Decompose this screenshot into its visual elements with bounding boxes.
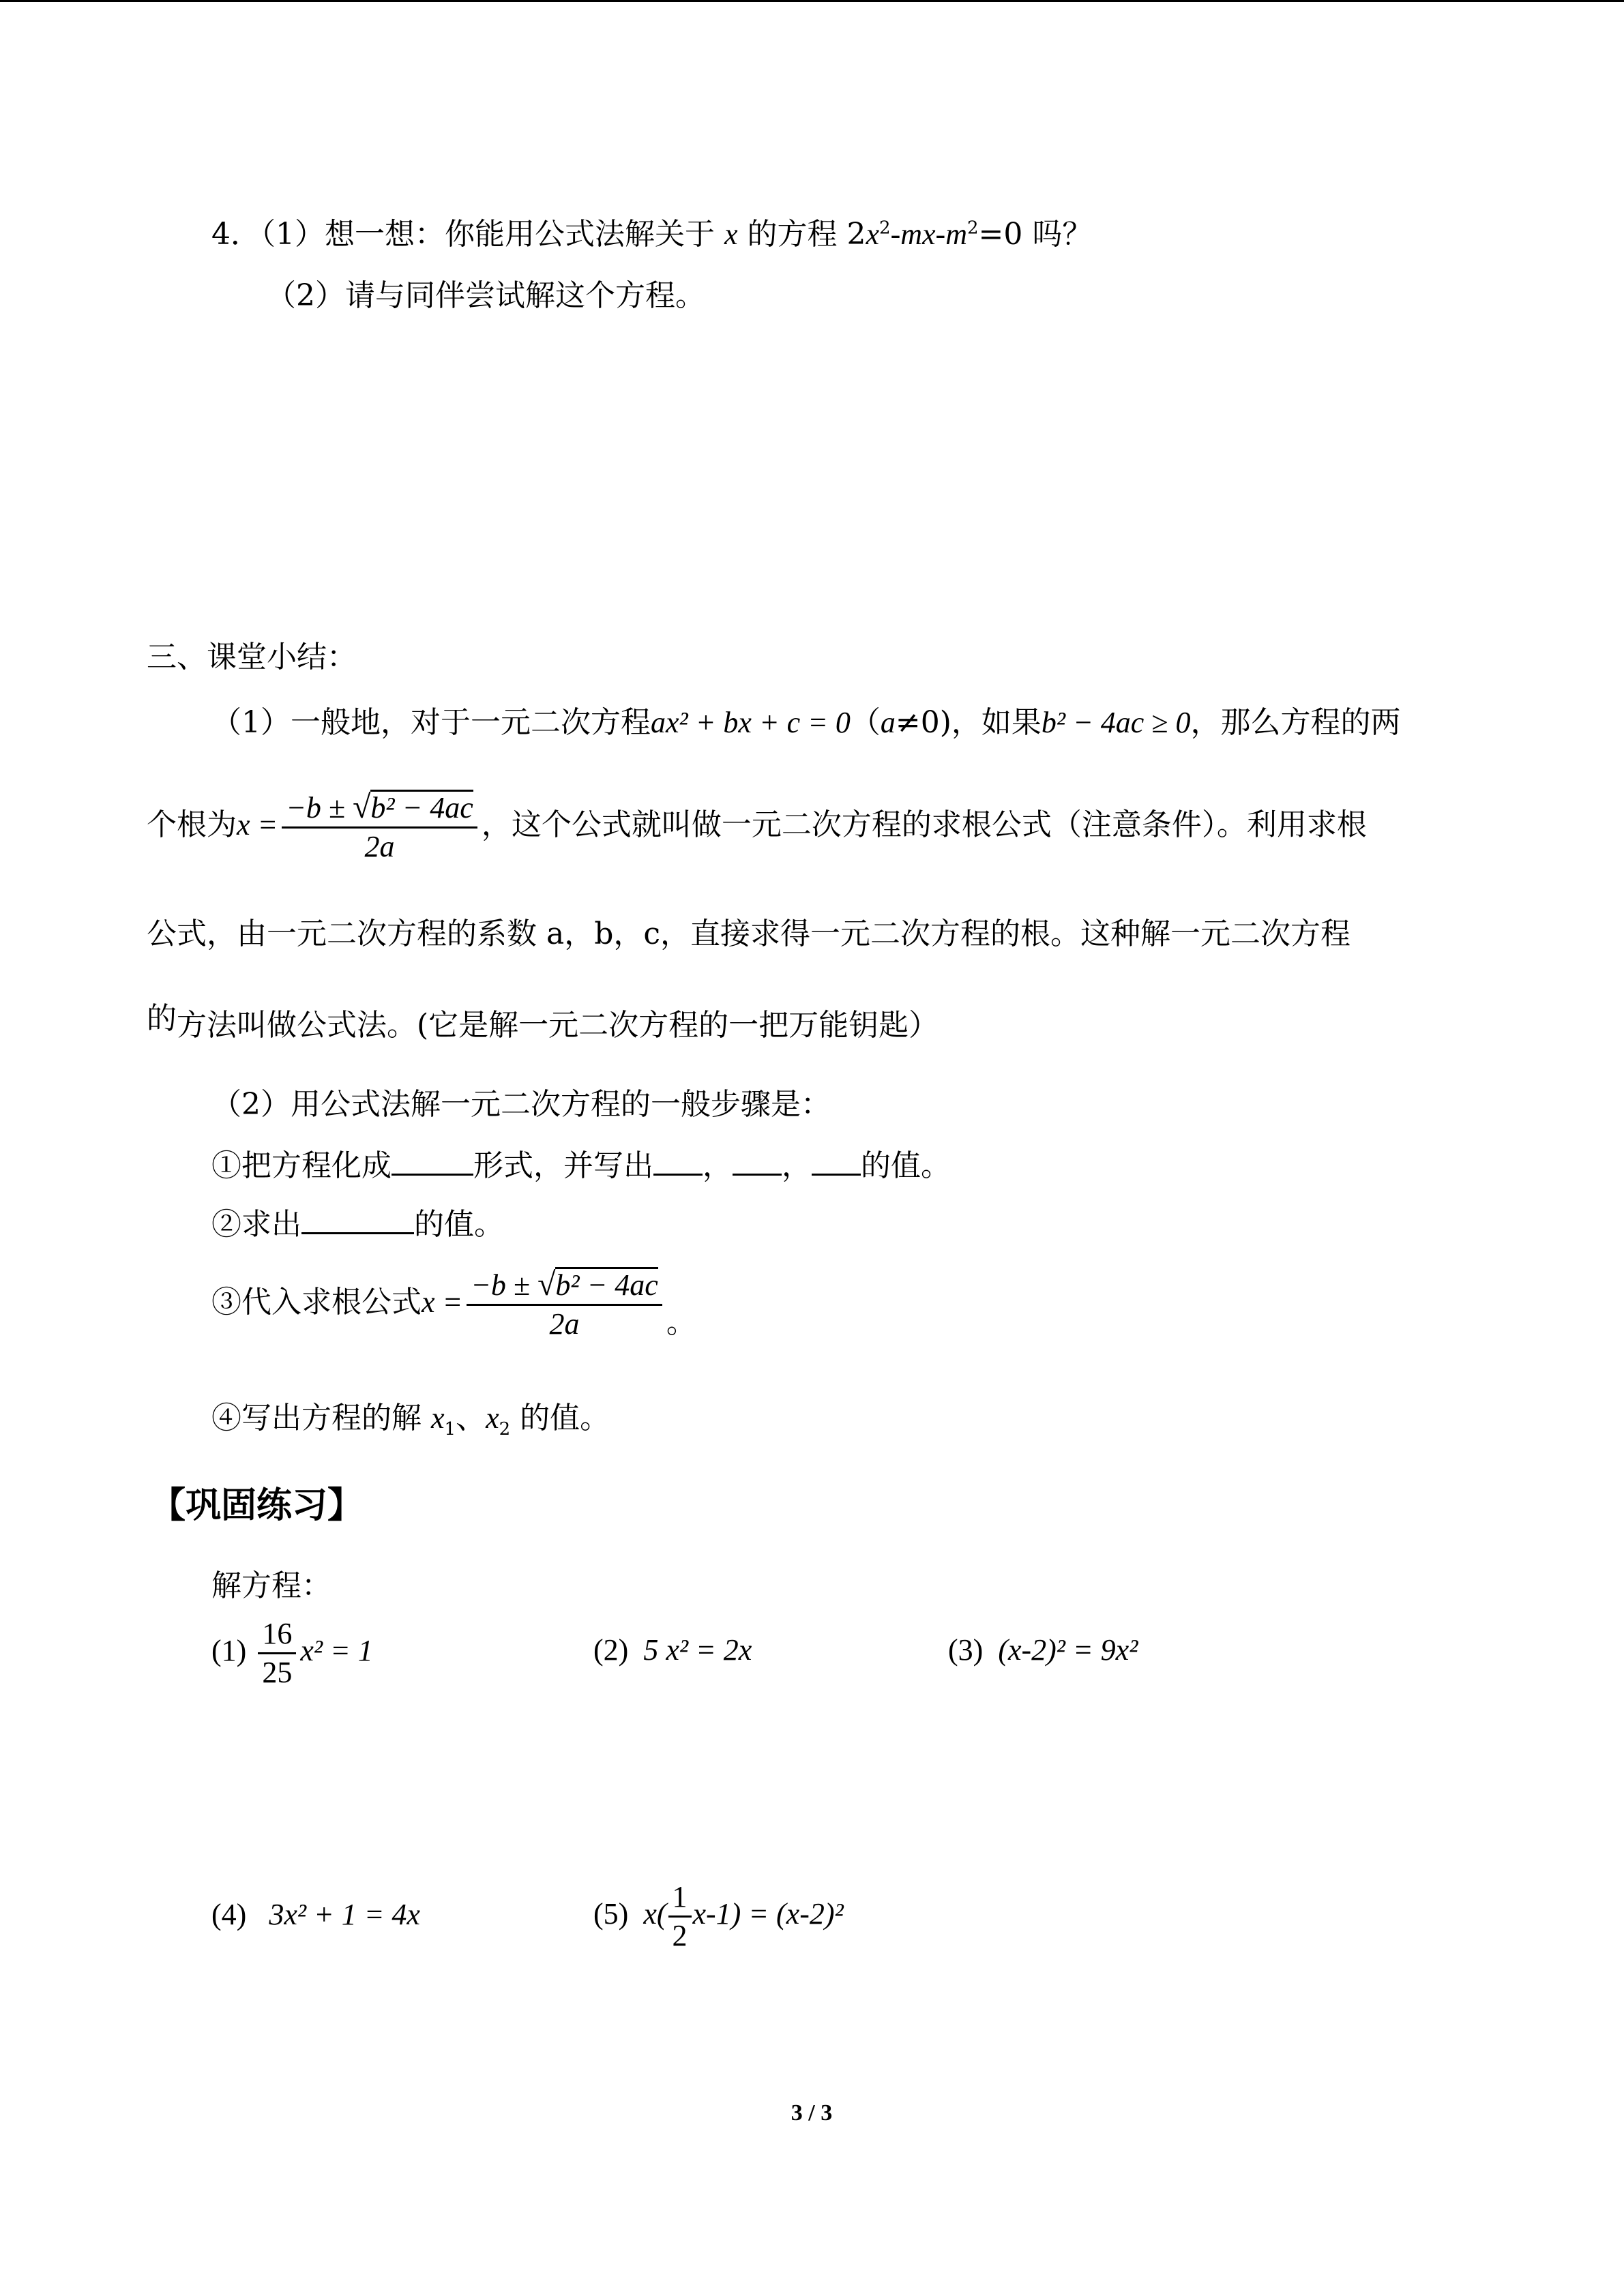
step4-text-b: 的值。 bbox=[510, 1401, 610, 1435]
problem-5-pre: x( bbox=[643, 1897, 667, 1930]
step-4 bbox=[211, 1398, 610, 1439]
step3-num-pre: −b ± bbox=[471, 1268, 538, 1302]
problem-3 bbox=[948, 1630, 1138, 1671]
step4-text-a: ④写出方程的解 bbox=[211, 1401, 431, 1435]
q4-m: m bbox=[945, 218, 967, 251]
problem-1-label: (1) bbox=[211, 1634, 247, 1667]
summary-heading: 三、课堂小结： bbox=[147, 640, 357, 674]
problem-4-eq: 3x² + 1 = 4x bbox=[269, 1898, 420, 1931]
blank-a[interactable] bbox=[653, 1146, 703, 1176]
formula-radicand: b² − 4ac bbox=[370, 790, 473, 824]
problem-5-post: x-1) = (x-2)² bbox=[692, 1897, 844, 1930]
q4-var-x: x bbox=[724, 218, 738, 251]
quadratic-general-form: ax² + bx + c = 0 bbox=[651, 706, 851, 739]
blank-discriminant[interactable] bbox=[301, 1205, 414, 1234]
step-1 bbox=[211, 1146, 951, 1187]
formula-num-pre: −b ± bbox=[286, 790, 353, 824]
problem-2-eq: 5 x² = 2x bbox=[643, 1633, 752, 1667]
problem-5-den: 2 bbox=[672, 1919, 688, 1953]
summary-p2-text: 个根为 bbox=[147, 807, 237, 842]
problem-3-eq: (x-2)² = 9x² bbox=[998, 1633, 1138, 1667]
top-border bbox=[0, 0, 1624, 2]
step4-sep: 、 bbox=[456, 1401, 486, 1435]
step3-denominator: 2a bbox=[549, 1307, 580, 1341]
discriminant-condition: b² − 4ac ≥ 0 bbox=[1041, 706, 1191, 739]
quadratic-formula bbox=[282, 789, 477, 865]
step4-sub1: 1 bbox=[444, 1418, 456, 1440]
problem-5-fraction bbox=[668, 1879, 692, 1954]
step4-x2: x bbox=[486, 1401, 499, 1435]
practice-intro: 解方程： bbox=[211, 1568, 331, 1603]
step1-sep1: ， bbox=[703, 1148, 733, 1183]
problem-1 bbox=[211, 1613, 373, 1691]
problem-5 bbox=[593, 1877, 844, 1954]
step-3 bbox=[211, 1262, 696, 1343]
step1-text-b: 形式，并写出 bbox=[473, 1148, 653, 1183]
step2-text-b: 的值。 bbox=[414, 1207, 504, 1242]
step4-sub2: 2 bbox=[499, 1418, 511, 1440]
q4-minus2: - bbox=[935, 218, 946, 251]
problem-2-label: (2) bbox=[593, 1633, 629, 1667]
summary-p1 bbox=[211, 702, 1400, 743]
summary-p2 bbox=[147, 784, 1367, 866]
summary-p1-end: ，那么方程的两 bbox=[1190, 705, 1401, 740]
summary-p1-a: a bbox=[880, 706, 896, 739]
step3-numerator bbox=[467, 1266, 662, 1306]
q4-part1-mid: 的方程 2 bbox=[737, 217, 866, 252]
q4-sq2: 2 bbox=[966, 218, 979, 239]
problem-1-num: 16 bbox=[258, 1615, 296, 1654]
step-2 bbox=[211, 1204, 504, 1245]
summary-p3: 公式，由一元二次方程的系数 a，b，c，直接求得一元二次方程的根。这种解一元二次方程 bbox=[147, 916, 1351, 951]
problem-1-eq: x² = 1 bbox=[300, 1634, 373, 1667]
blank-b[interactable] bbox=[733, 1146, 782, 1176]
blank-c[interactable] bbox=[812, 1146, 861, 1176]
sqrt-icon: √ bbox=[353, 788, 371, 825]
summary-p1-paren: （ bbox=[850, 705, 881, 740]
step2-text-a: ②求出 bbox=[211, 1207, 301, 1242]
problem-3-label: (3) bbox=[948, 1633, 984, 1667]
step1-text-a: ①把方程化成 bbox=[211, 1148, 392, 1183]
summary-p1-cond: ≠0)，如果 bbox=[895, 705, 1042, 740]
summary-p1-text: （1）一般地，对于一元二次方程 bbox=[211, 705, 651, 740]
problem-5-num: 1 bbox=[668, 1879, 692, 1918]
step3-sqrt-icon: √ bbox=[537, 1266, 556, 1302]
steps-title: （2）用公式法解一元二次方程的一般步骤是： bbox=[211, 1087, 831, 1122]
step3-end: 。 bbox=[666, 1305, 696, 1340]
step3-radicand: b² − 4ac bbox=[555, 1268, 658, 1302]
problem-4 bbox=[211, 1894, 420, 1935]
q4-mx: mx bbox=[900, 218, 936, 251]
problem-1-fraction bbox=[258, 1615, 296, 1691]
summary-p4 bbox=[147, 1001, 939, 1046]
q4-part1-end: =0 吗？ bbox=[978, 217, 1093, 252]
summary-p4-text: 方法叫做公式法。(它是解一元二次方程的一把万能钥匙） bbox=[177, 1008, 939, 1043]
formula-denominator: 2a bbox=[364, 829, 395, 863]
step1-text-c: 的值。 bbox=[861, 1148, 951, 1183]
q4-eq-x: x bbox=[866, 218, 880, 251]
q4-minus1: - bbox=[890, 218, 901, 251]
q4-part1 bbox=[211, 214, 1092, 255]
step3-text: ③代入求根公式 bbox=[211, 1285, 422, 1320]
step3-quadratic-formula bbox=[467, 1266, 662, 1343]
q4-part2: （2）请与同伴尝试解这个方程。 bbox=[266, 278, 705, 313]
problem-2 bbox=[593, 1630, 752, 1671]
step3-formula-lhs: x = bbox=[422, 1285, 463, 1319]
step1-sep2: ， bbox=[782, 1148, 812, 1183]
problem-5-label: (5) bbox=[593, 1897, 629, 1930]
q4-part1-text: 4．（1）想一想：你能用公式法解关于 bbox=[211, 217, 724, 252]
summary-p2-end: ，这个公式就叫做一元二次方程的求根公式（注意条件）。利用求根 bbox=[481, 807, 1367, 842]
problem-4-label: (4) bbox=[211, 1898, 247, 1931]
formula-lhs: x = bbox=[237, 808, 278, 841]
page-number: 3 / 3 bbox=[791, 2100, 833, 2126]
summary-p4-de: 的 bbox=[147, 1001, 177, 1036]
practice-heading: 【巩固练习】 bbox=[150, 1485, 364, 1526]
problem-1-den: 25 bbox=[262, 1656, 293, 1690]
blank-form[interactable] bbox=[392, 1146, 473, 1176]
formula-numerator bbox=[282, 789, 477, 829]
q4-sq1: 2 bbox=[879, 218, 891, 239]
step4-x1: x bbox=[431, 1401, 445, 1435]
